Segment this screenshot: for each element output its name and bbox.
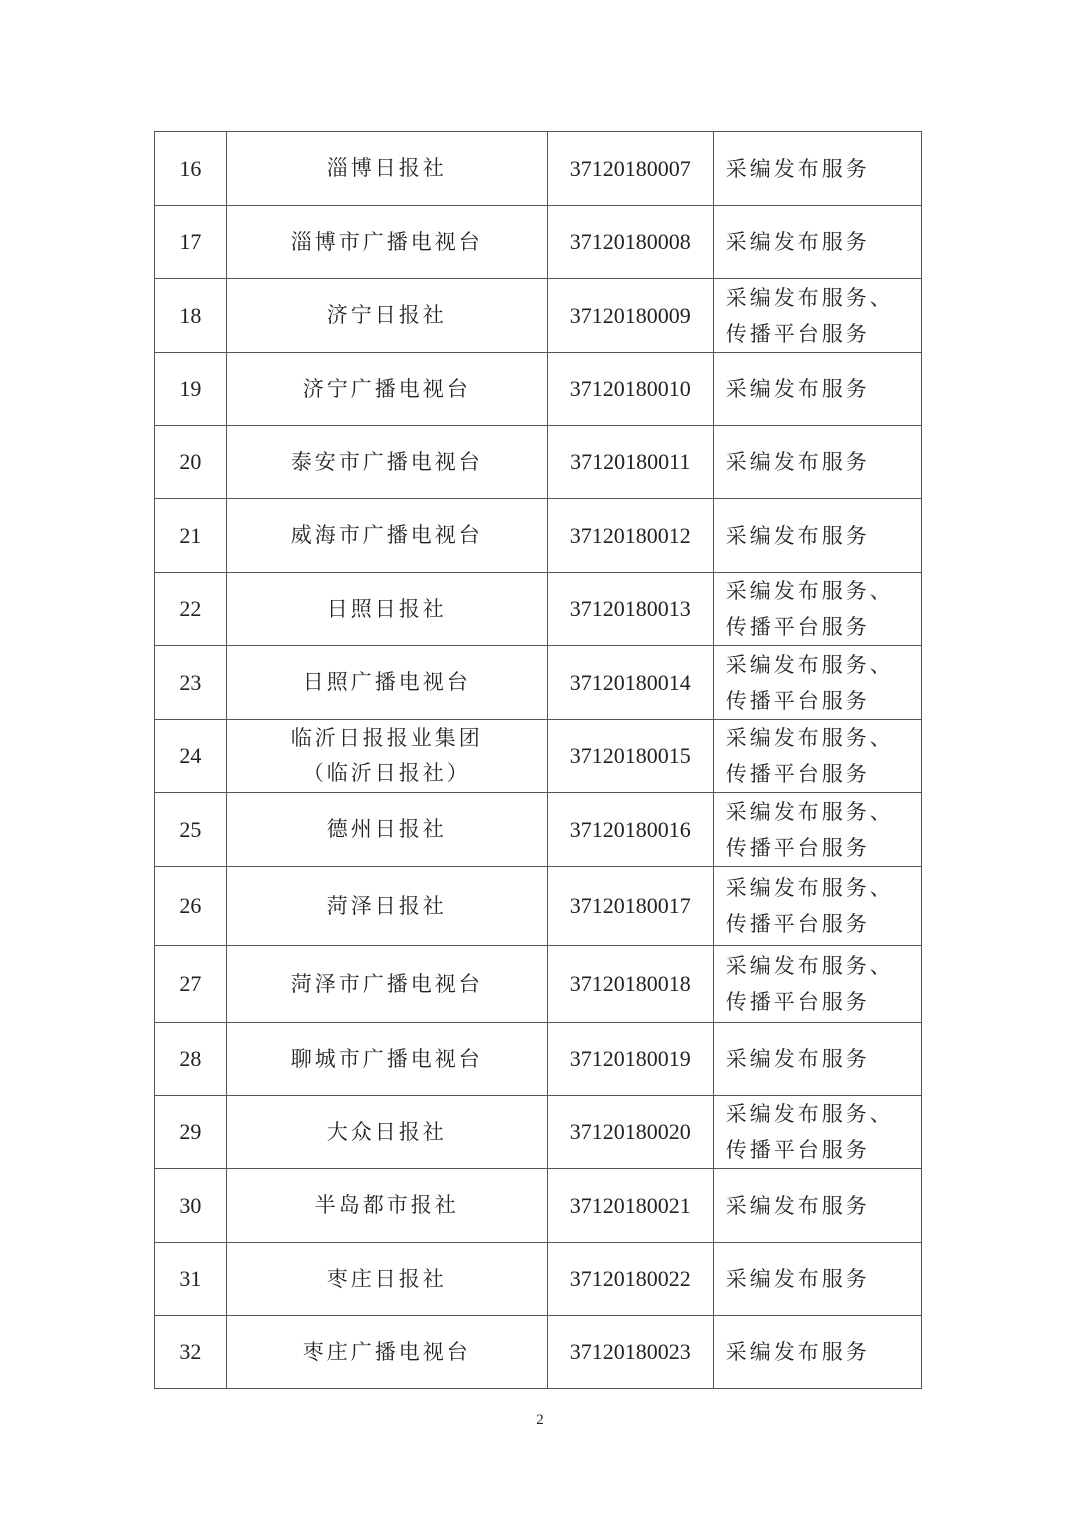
service-type-cell-line: 采编发布服务 [725,230,870,254]
service-type-cell-line: 传播平台服务 [725,1138,870,1162]
organization-name-cell [226,720,547,793]
organization-name-cell [226,1169,547,1243]
table-body [155,132,922,1389]
service-type-cell [713,206,921,279]
license-code-cell: 37120180011 [547,426,713,499]
service-type-cell-line: 采编发布服务 [725,450,870,474]
service-type-cell-line: 采编发布服务、 [725,579,894,603]
license-code-cell: 37120180009 [547,279,713,353]
service-type-cell [713,1169,921,1243]
service-type-cell-line: 采编发布服务、 [725,954,894,978]
organization-name-cell-line: 枣庄广播电视台 [302,1339,471,1364]
license-code-cell: 37120180012 [547,499,713,573]
organization-name-cell-line: 日照日报社 [326,596,447,621]
service-type-cell-line: 采编发布服务、 [725,652,894,677]
organization-name-cell-line: 淄博日报社 [326,156,447,180]
organization-name-cell [226,132,547,206]
service-type-cell-line: 采编发布服务 [725,1267,870,1291]
table-row [155,793,922,867]
organization-name-cell-line: 日照广播电视台 [302,670,471,694]
organization-name-cell [226,793,547,867]
service-type-cell [713,499,921,573]
table-row [155,279,922,353]
license-code-cell: 37120180014 [547,646,713,720]
row-number-cell: 20 [155,426,227,499]
table-row [155,426,922,499]
organization-name-cell-line: 济宁日报社 [326,303,447,327]
row-number-cell: 29 [155,1096,227,1169]
organization-name-cell [226,279,547,353]
service-type-cell [713,573,921,646]
service-type-cell-line: 传播平台服务 [725,688,870,713]
organization-name-cell-line: 菏泽日报社 [326,893,447,918]
license-code-cell: 37120180022 [547,1243,713,1316]
table-row [155,1316,922,1389]
organization-name-cell [226,646,547,720]
organization-name-cell-line: 德州日报社 [326,817,447,841]
license-code-cell: 37120180017 [547,867,713,946]
row-number-cell: 26 [155,867,227,946]
row-number-cell: 31 [155,1243,227,1316]
service-type-cell [713,426,921,499]
row-number-cell: 27 [155,946,227,1023]
service-type-cell-line: 采编发布服务 [725,156,870,181]
service-type-cell-line: 传播平台服务 [725,615,870,639]
service-type-cell [713,279,921,353]
organization-name-cell-line: 泰安市广播电视台 [290,449,483,474]
license-code-cell: 37120180021 [547,1169,713,1243]
row-number-cell: 28 [155,1023,227,1096]
row-number-cell: 18 [155,279,227,353]
service-type-cell [713,867,921,946]
organization-name-cell-line: 临沂日报报业集团 [290,726,483,750]
service-type-cell [713,720,921,793]
table-row [155,646,922,720]
service-type-cell [713,1023,921,1096]
table-row [155,206,922,279]
table-row [155,1096,922,1169]
organization-name-cell [226,353,547,426]
license-code-cell: 37120180019 [547,1023,713,1096]
license-code-cell: 37120180007 [547,132,713,206]
license-code-cell: 37120180020 [547,1096,713,1169]
license-code-cell: 37120180008 [547,206,713,279]
organization-name-cell-line: 枣庄日报社 [326,1266,447,1291]
row-number-cell: 24 [155,720,227,793]
service-type-cell-line: 采编发布服务 [725,523,870,548]
service-type-cell [713,353,921,426]
table-row [155,1023,922,1096]
table-row [155,353,922,426]
license-code-cell: 37120180018 [547,946,713,1023]
row-number-cell: 30 [155,1169,227,1243]
service-type-cell [713,946,921,1023]
organization-name-cell-line: 淄博市广播电视台 [290,229,483,254]
organization-name-cell [226,1243,547,1316]
service-type-cell-line: 传播平台服务 [725,321,870,346]
license-code-cell: 37120180013 [547,573,713,646]
row-number-cell: 23 [155,646,227,720]
table-row [155,867,922,946]
service-type-cell-line: 采编发布服务 [725,1047,870,1071]
row-number-cell: 21 [155,499,227,573]
service-type-cell-line: 传播平台服务 [725,912,870,936]
service-type-cell [713,1316,921,1389]
organization-name-cell [226,426,547,499]
service-type-cell-line: 采编发布服务、 [725,285,894,310]
service-type-cell [713,132,921,206]
service-type-cell-line: 采编发布服务 [725,1340,870,1364]
table-row [155,946,922,1023]
service-type-cell-line: 采编发布服务、 [725,799,894,824]
organization-name-cell [226,946,547,1023]
organization-name-cell-line: 济宁广播电视台 [302,376,471,401]
row-number-cell: 32 [155,1316,227,1389]
table-row [155,132,922,206]
organization-name-cell-line: 大众日报社 [326,1119,447,1144]
service-type-cell [713,1243,921,1316]
service-type-cell-line: 采编发布服务 [725,1193,870,1218]
row-number-cell: 17 [155,206,227,279]
row-number-cell: 25 [155,793,227,867]
table-row [155,573,922,646]
license-code-cell: 37120180016 [547,793,713,867]
organization-name-cell-line: 半岛都市报社 [314,1193,459,1217]
table-row [155,720,922,793]
table-row [155,499,922,573]
license-code-cell: 37120180015 [547,720,713,793]
organization-name-cell [226,1316,547,1389]
organization-name-cell [226,867,547,946]
organization-name-cell-line: （临沂日报社） [302,761,471,785]
service-type-cell [713,793,921,867]
service-type-cell-line: 采编发布服务 [725,377,870,401]
organization-name-cell [226,1023,547,1096]
row-number-cell: 19 [155,353,227,426]
service-type-cell-line: 采编发布服务、 [725,726,894,750]
organization-name-cell-line: 菏泽市广播电视台 [290,971,483,996]
organization-name-cell [226,499,547,573]
row-number-cell: 16 [155,132,227,206]
service-type-cell-line: 采编发布服务、 [725,876,894,900]
organization-name-cell [226,573,547,646]
table-row [155,1169,922,1243]
page-number: 2 [536,1412,544,1428]
service-type-cell [713,646,921,720]
organization-name-cell-line: 威海市广播电视台 [290,523,483,547]
organization-name-cell [226,1096,547,1169]
service-type-cell-line: 采编发布服务、 [725,1102,894,1126]
license-table [154,131,922,1389]
license-code-cell: 37120180010 [547,353,713,426]
service-type-cell-line: 传播平台服务 [725,835,870,860]
table-row [155,1243,922,1316]
service-type-cell-line: 传播平台服务 [725,990,870,1014]
service-type-cell [713,1096,921,1169]
organization-name-cell-line: 聊城市广播电视台 [290,1046,483,1071]
row-number-cell: 22 [155,573,227,646]
service-type-cell-line: 传播平台服务 [725,762,870,786]
organization-name-cell [226,206,547,279]
license-code-cell: 37120180023 [547,1316,713,1389]
